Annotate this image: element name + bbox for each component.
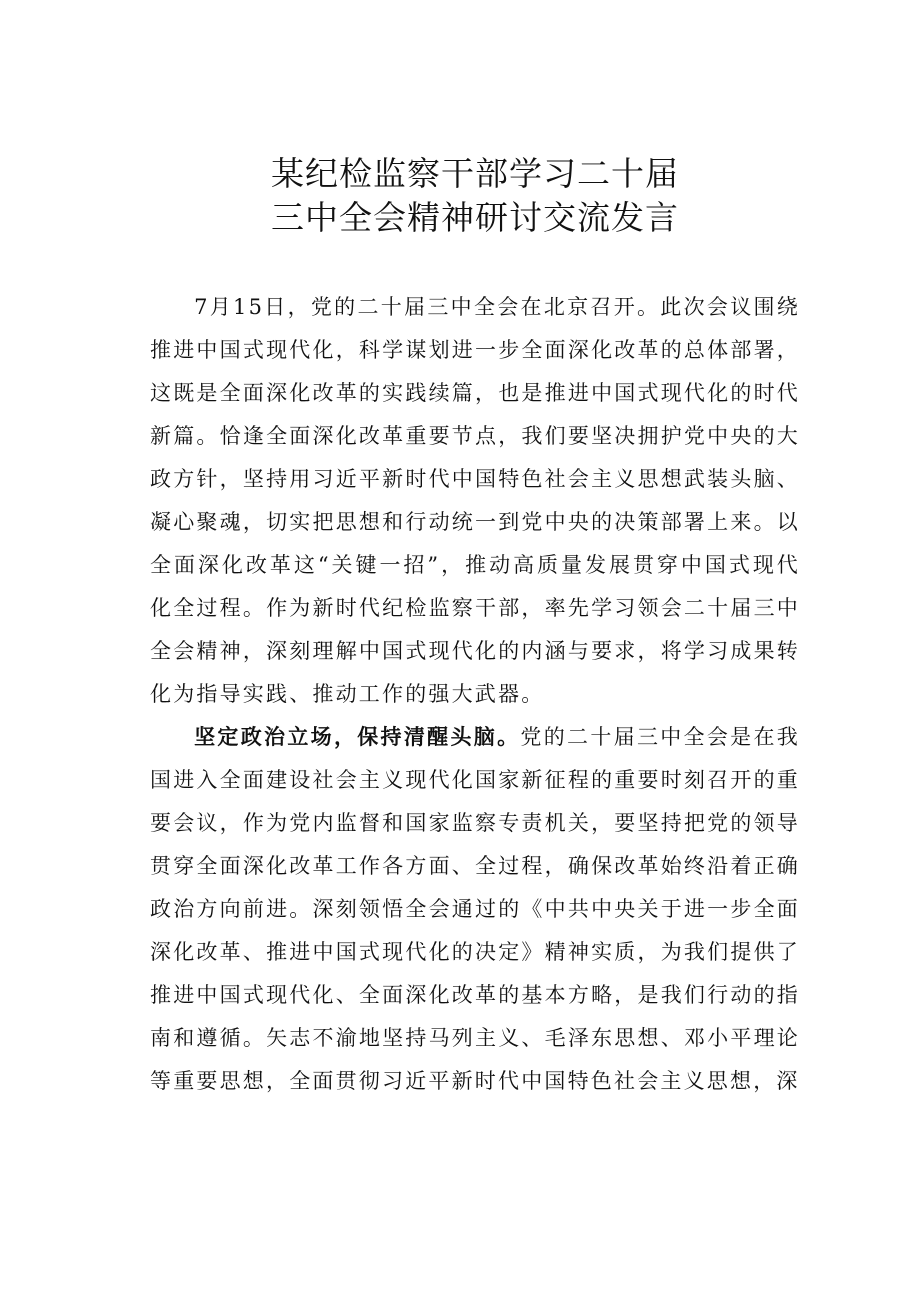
title-line-2: 三中全会精神研讨交流发言 bbox=[271, 198, 679, 237]
paragraph-2-lead-heading: 坚定政治立场，保持清醒头脑。 bbox=[194, 725, 521, 749]
paragraph-2 bbox=[150, 716, 800, 1103]
paragraph-2-body: 党的二十届三中全会是在我国进入全面建设社会主义现代化国家新征程的重要时刻召开的重要会议，作为党内监督和国家监察专责机关，要坚持把党的领导贯穿全面深化改革工作各方面、全过程，确保改革始终沿着正确政治方向前进。深刻领悟全会通过的《中共中央关于进一步全面深化改革、推进中国式现代化的决定》精神实质，为我们提供了推进中国式现代化、全面深化改革的基本方略，是我们行动的指南和遵循。矢志不渝地坚持马列主义、毛泽东思想、邓小平理论等重要思想，全面贯彻习近平新时代中国特色社会主义思想，深 bbox=[150, 725, 800, 1093]
paragraph-1: 7月15日，党的二十届三中全会在北京召开。此次会议围绕推进中国式现代化，科学谋划进一步全面深化改革的总体部署，这既是全面深化改革的实践续篇，也是推进中国式现代化的时代新篇。恰逢全面深化改革重要节点，我们要坚决拥护党中央的大政方针，坚持用习近平新时代中国特色社会主义思想武装头脑、凝心聚魂，切实把思想和行动统一到党中央的决策部署上来。以全面深化改革这“关键一招”，推动高质量发展贯穿中国式现代化全过程。作为新时代纪检监察干部，率先学习领会二十届三中全会精神，深刻理解中国式现代化的内涵与要求，将学习成果转化为指导实践、推动工作的强大武器。 bbox=[150, 295, 800, 706]
document-body bbox=[150, 286, 800, 1103]
title-line-1: 某纪检监察干部学习二十届 bbox=[271, 154, 679, 193]
document-title bbox=[150, 152, 800, 240]
